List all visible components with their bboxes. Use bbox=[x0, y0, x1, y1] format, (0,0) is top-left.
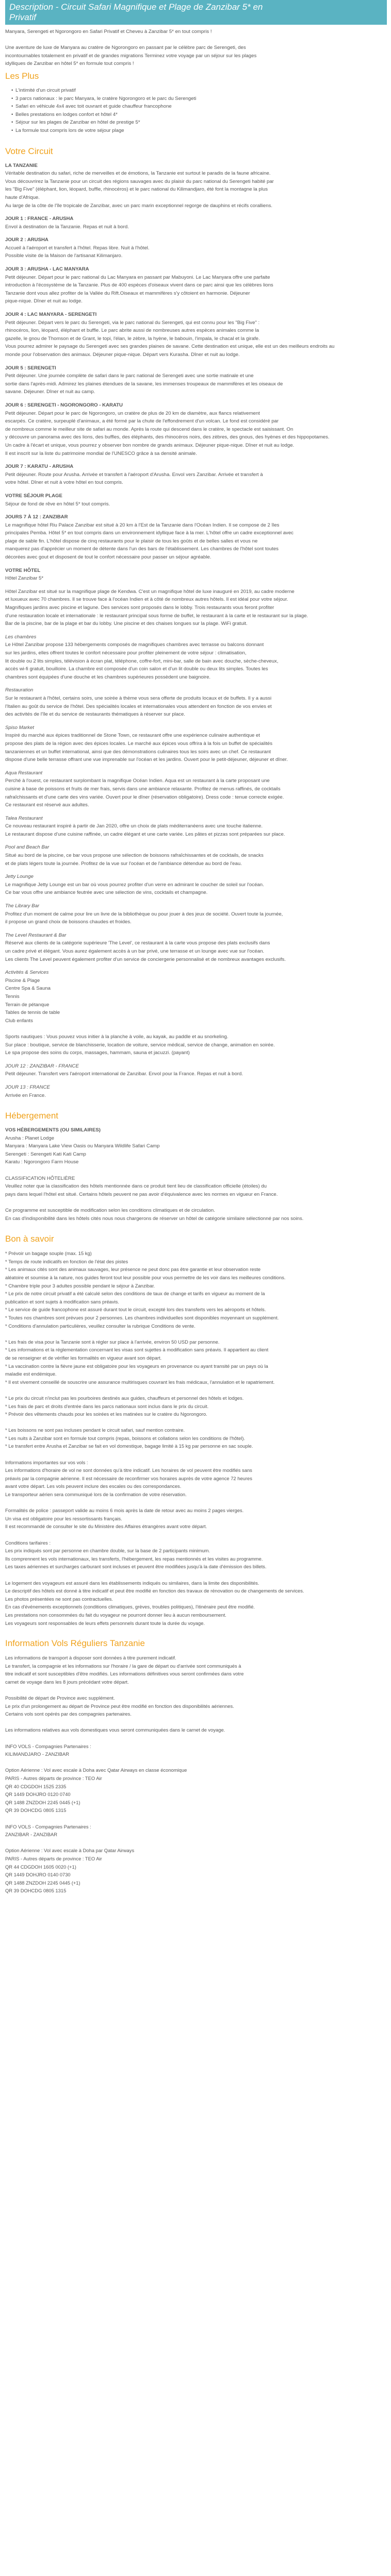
hebergement-line: Karatu : Ngorongoro Farm House bbox=[5, 1159, 79, 1165]
hebergement-subheading: VOS HÉBERGEMENTS (OU SIMILAIRES) bbox=[5, 1127, 101, 1133]
circuit-day-text: savane. Déjeuner. Dîner et nuit au camp. bbox=[5, 389, 95, 395]
circuit-day-text: sortie dans l'après-midi. Admirez les plaines étendues de la savane, les immenses troupeaux de mammifères et les oiseaux de bbox=[5, 381, 283, 387]
circuit-day-text: Hôtel Zanzibar 5* bbox=[5, 575, 44, 582]
info-vols-line: Option Aérienne : Vol avec escale à Doha avec Qatar Airways en classe économique bbox=[5, 1767, 187, 1773]
hotel-section-title: Les chambres bbox=[5, 634, 37, 640]
hotel-section-text: Arrivée en France. bbox=[5, 1092, 46, 1098]
bon-a-savoir-line bbox=[5, 1450, 387, 1459]
bon-a-savoir-line: aléatoire et soumise à la nature, nos guides feront tout leur possible pour vous permettre de les voir dans les meilleures conditions. bbox=[5, 1275, 286, 1280]
info-vols-line: QR 1449 DOHJRO 0120 0740 bbox=[5, 1791, 71, 1798]
info-vols-line: PARIS - Autres départs de province : TEO Air bbox=[5, 1855, 102, 1861]
intro bbox=[5, 28, 387, 68]
hebergement-body bbox=[5, 1134, 387, 1223]
bon-a-savoir-line bbox=[5, 1418, 387, 1427]
bon-a-savoir-line: Les voyageurs sont responsables de leurs effets personnels durant toute la durée du voyage. bbox=[5, 1620, 205, 1626]
hotel-section-text: sur les jardins, elles offrent toutes le confort nécessaire pour profiter pleinement de votre séjour : climatisation, bbox=[5, 650, 247, 656]
circuit-day-text: monde pour l'observation des animaux. Déjeuner pique-nique. Départ vers Kurasha. Dîner et nuit au lodge. bbox=[5, 352, 240, 358]
bon-a-savoir-line: En cas d'événements exceptionnels (conditions climatiques, grèves, troubles politiques), l'itinéraire peut être modifié. bbox=[5, 1604, 255, 1610]
circuit-day-block bbox=[5, 162, 387, 210]
circuit-day-text: Séjour de fond de rêve en hôtel 5* tout compris. bbox=[5, 501, 110, 507]
circuit-heading: Votre Circuit bbox=[5, 146, 53, 156]
hotel-section-text: Terrain de pétanque bbox=[5, 1002, 50, 1008]
hotel-section-text: Le restaurant dispose d'une cuisine raffinée, un cadre élégant et une carte variée. Les pâtes et pizzas sont préparées sur place. bbox=[5, 831, 285, 837]
hotel-section-text: tanzaniennes et un buffet international, ainsi que des démonstrations culinaires tous les soirs avec un chef. Ce restaurant bbox=[5, 749, 271, 755]
circuit-day-text: Au large de la côte de l'île tropicale de Zanzibar, avec un parc marin exceptionnel regorge de dauphins et récifs coralliens. bbox=[5, 202, 273, 209]
bon-a-savoir-line: * Prévoir des vêtements chauds pour les soirées et les matinées sur le cratère du Ngorongoro. bbox=[5, 1411, 207, 1417]
bon-a-savoir-line: * Chambre triple pour 3 adultes possible pendant le séjour à Zanzibar. bbox=[5, 1282, 155, 1289]
circuit-day-text: haute d'Afrique. bbox=[5, 194, 40, 200]
hotel-section-text: Sports nautiques : Vous pouvez vous initier à la planche à voile, au kayak, au paddle et au snorkeling. bbox=[5, 1033, 229, 1040]
hotel-section-title: The Library Bar bbox=[5, 903, 40, 909]
circuit-day-block bbox=[5, 311, 387, 359]
hotel-section bbox=[5, 873, 387, 897]
bon-a-savoir-line: Informations importantes sur vos vols : bbox=[5, 1459, 88, 1465]
circuit-day-block bbox=[5, 513, 387, 562]
bon-a-savoir-line: * Le service de guide francophone est assuré durant tout le circuit, excepté lors des transferts vers les aéroports et hôtels. bbox=[5, 1307, 266, 1313]
info-vols-line: PARIS - Autres départs de province : TEO Air bbox=[5, 1775, 102, 1782]
info-vols-line: Option Aérienne : Vol avec escale à Doha par Qatar Airways bbox=[5, 1848, 135, 1854]
info-vols-body bbox=[5, 1654, 387, 1895]
hotel-section-text: Le magnifique Jetty Lounge est un bar où vous pourrez profiter d'un verre en admirant le coucher de soleil sur l'océan. bbox=[5, 882, 264, 888]
circuit-day-text: plage de sable fin. L'hôtel dispose de cinq restaurants pour le plaisir de tous les goûts et de belles salles et vous ne bbox=[5, 538, 258, 544]
circuit-day-text: Envol à destination de la Tanzanie. Repas et nuit à bord. bbox=[5, 224, 129, 230]
hotel-section-text: Tennis bbox=[5, 993, 20, 999]
bon-a-savoir-line: Formalités de police : passeport valide au moins 6 mois après la date de retour avec au moins 2 pages vierges. bbox=[5, 1507, 244, 1514]
circuit-day-text: les "Big Five" (éléphant, lion, léopard, buffle, rhinocéros) et le parc national du Kilimandjaro, été font la montagne la plus bbox=[5, 187, 268, 193]
info-vols-line: QR 1488 ZNZDOH 2245 0445 (+1) bbox=[5, 1879, 80, 1886]
hotel-section-text: Petit déjeuner. Transfert vers l'aéroport international de Zanzibar. Envol pour la France. Repas et nuit à bord. bbox=[5, 1071, 243, 1077]
hotel-section-title: JOUR 12 : ZANZIBAR - FRANCE bbox=[5, 1063, 79, 1069]
circuit-day-text: pique-nique. Dîner et nuit au lodge. bbox=[5, 298, 83, 304]
hebergement-line: Ce programme est susceptible de modification selon les conditions climatiques et de circulation. bbox=[5, 1208, 215, 1214]
hotel-section-text: propose des plats de la région avec des épices locales. Le marché aux épices vous offrira à la fois un buffet de spécialités bbox=[5, 740, 273, 747]
circuit-day-title: JOURS 7 À 12 : ZANZIBAR bbox=[5, 514, 68, 520]
intro-line: Une aventure de luxe de Manyara au cratère de Ngorongoro en passant par le célèbre parc de Serengeti, des bbox=[5, 45, 246, 51]
info-vols-line bbox=[5, 1758, 387, 1767]
hebergement-line: CLASSIFICATION HÔTELIÈRE bbox=[5, 1175, 75, 1181]
hotel-section bbox=[5, 769, 387, 809]
hotel-section-text: Les clients The Level peuvent également profiter d'un service de conciergerie personnalisé et de nombreux avantages exclusifs. bbox=[5, 956, 286, 962]
bon-a-savoir-line: Les taxes aériennes et surcharges carburant sont incluses et peuvent être modifiées jusqu'à la date d'émission des billets. bbox=[5, 1564, 267, 1570]
hotel-sections bbox=[5, 633, 387, 1099]
hotel-section bbox=[5, 1083, 387, 1099]
circuit-day-title: VOTRE SÉJOUR PLAGE bbox=[5, 493, 62, 499]
hotel-section-text: Situé au bord de la piscine, ce bar vous propose une sélection de boissons rafraîchissantes et de cocktails, de snacks bbox=[5, 853, 264, 859]
bon-a-savoir-line: * Conditions d'annulation particulières, veuillez consulter la rubrique Conditions de vente. bbox=[5, 1323, 196, 1329]
circuit-day-title: JOUR 4 : LAC MANYARA - SERENGETI bbox=[5, 312, 97, 318]
info-vols-line: QR 39 DOHCDG 0805 1315 bbox=[5, 1888, 67, 1894]
info-vols-line: Certains vols sont opérés par des compagnies partenaires. bbox=[5, 1711, 132, 1717]
bon-a-savoir-line bbox=[5, 1571, 387, 1579]
hotel-section-text: l'Italien au goût du service de l'hôtel. Des spécialités locales et internationales vous attendent en fonction de vos envies et bbox=[5, 703, 272, 709]
bon-a-savoir-line: * Les boissons ne sont pas incluses pendant le circuit safari, sauf mention contraire. bbox=[5, 1427, 185, 1433]
bon-a-savoir-line: Les informations d'horaire de vol ne sont données qu'à titre indicatif. Les horaires de vol peuvent être modifiés sans bbox=[5, 1467, 252, 1473]
bon-a-savoir-line: * Le prix du circuit n'inclut pas les pourboires destinés aux guides, chauffeurs et personnel des hôtels et lodges. bbox=[5, 1395, 244, 1401]
info-vols-line: carnet de voyage dans les 8 jours précédant votre départ. bbox=[5, 1679, 129, 1685]
info-vols-line: QR 44 CDGDOH 1605 0020 (+1) bbox=[5, 1863, 76, 1870]
bon-a-savoir-line: Le logement des voyageurs est assuré dans les établissements indiqués ou similaires, dans la limite des disponibilités. bbox=[5, 1580, 259, 1586]
hotel-description-line: Bar de la piscine, bar de la plage et bar du lobby. Une piscine et des chaises longues sur la plage. WiFi gratuit. bbox=[5, 621, 248, 627]
bon-a-savoir-line: Il est recommandé de consulter le site du Ministère des Affaires étrangères avant votre départ. bbox=[5, 1523, 207, 1530]
info-vols-line bbox=[5, 1734, 387, 1742]
hotel-section bbox=[5, 902, 387, 926]
hebergement-line: Arusha : Planet Lodge bbox=[5, 1135, 54, 1141]
hotel-section-text: Ce restaurant est réservé aux adultes. bbox=[5, 802, 89, 808]
circuit-day-title: JOUR 7 : KARATU - ARUSHA bbox=[5, 464, 74, 470]
hotel-section-title: Spiso Market bbox=[5, 724, 34, 731]
bon-a-savoir-line: Le descriptif des hôtels est donné à titre indicatif et peut être modifié en fonction des travaux de rénovation ou de changements de services. bbox=[5, 1588, 304, 1594]
les-plus-item: • Safari en véhicule 4x4 avec toit ouvrant et guide chauffeur francophone bbox=[11, 103, 387, 111]
hebergement-heading: Hébergement bbox=[5, 1111, 59, 1121]
hotel-section-title: Pool and Beach Bar bbox=[5, 844, 50, 851]
hebergement-line: En cas d'indisponibilité dans les hôtels cités nous nous chargerons de réserver un hôtel de catégorie similaire sélectionné par nos soins. bbox=[5, 1215, 304, 1222]
hotel-section-text: Tables de tennis de table bbox=[5, 1010, 60, 1016]
bon-a-savoir-line: Un visa est obligatoire pour les ressortissants français. bbox=[5, 1515, 122, 1521]
circuit-day-text: Véritable destination du safari, riche de merveilles et de émotions, la Tanzanie est surtout le paradis de la faune africaine. bbox=[5, 171, 271, 177]
hotel-section-text: cuisine à base de poissons et fruits de mer frais, servis dans une ambiance relaxante. Profitez de menus raffinés, de cocktails bbox=[5, 786, 281, 792]
info-vols-line: Possibilité de départ de Province avec supplément. bbox=[5, 1695, 115, 1701]
hebergement-line: Serengeti : Serengeti Kati Kati Camp bbox=[5, 1151, 86, 1157]
circuit-day-text: Tanzanie dont vous allez profiter de la Vallée du Rift.Oiseaux et mammifères s'y côtoient en harmonie. Déjeuner bbox=[5, 290, 250, 296]
page-title-line-1: Description - Circuit Safari Magnifique et Plage de Zanzibar 5* en bbox=[9, 2, 263, 12]
circuit-days bbox=[5, 162, 387, 583]
circuit-day-text: introduction à l'écosystème de la Tanzanie. Plus de 400 espèces d'oiseaux vivent dans ce parc ainsi que les célèbres lions bbox=[5, 282, 273, 289]
info-vols-line: QR 1449 DOHJRO 0140 0730 bbox=[5, 1872, 71, 1878]
info-vols-line: KILIMANDJARO - ZANZIBAR bbox=[5, 1751, 69, 1757]
les-plus-item: • 3 parcs nationaux : le parc Manyara, le cratère Ngorongoro et le parc du Serengeti bbox=[11, 95, 387, 103]
bon-a-savoir-line bbox=[5, 1499, 387, 1507]
hotel-section bbox=[5, 931, 387, 963]
hotel-description-line: et luxueux avec 70 chambres. Il se trouve face à l'océan Indien et à côté de nombreux autres hôtels. Il est idéal pour votre séjour. bbox=[5, 597, 288, 603]
bon-a-savoir-line: Conditions tarifaires : bbox=[5, 1539, 51, 1546]
bon-a-savoir-line: * Les informations et la réglementation concernant les visas sont sujettes à modification sans préavis. Il appartient au client bbox=[5, 1347, 269, 1353]
bon-a-savoir-body bbox=[5, 1249, 387, 1627]
info-vols-heading: Information Vols Réguliers Tanzanie bbox=[5, 1638, 145, 1649]
circuit-day-text: Il est inscrit sur la liste du patrimoine mondial de l'UNESCO grâce à sa densité animale. bbox=[5, 450, 197, 456]
hotel-section-title: The Level Restaurant & Bar bbox=[5, 932, 67, 938]
bon-a-savoir-line: de se renseigner et de vérifier les formalités en vigueur avant son départ. bbox=[5, 1354, 162, 1361]
circuit-day-block bbox=[5, 567, 387, 583]
circuit-day-text: escarpés. Ce cratère, surpeuplé d'animaux, a été formé par la chute de l'effondrement d'un volcan. Le fond est considéré par bbox=[5, 418, 279, 425]
hotel-section bbox=[5, 686, 387, 718]
hotel-section-text: Perché à l'ouest, ce restaurant surplombant la magnifique Océan Indien. Aqua est un restaurant à la carte proposant une bbox=[5, 778, 270, 784]
hotel-section-title: Restauration bbox=[5, 687, 34, 693]
hotel-section-text: il propose un grand choix de boissons chaudes et froides. bbox=[5, 919, 132, 925]
hotel-section-text: Club enfants bbox=[5, 1018, 33, 1024]
info-vols-line bbox=[5, 1839, 387, 1847]
hotel-section-title: Activités & Services bbox=[5, 970, 49, 976]
hotel-section bbox=[5, 815, 387, 839]
circuit-day-text: Accueil à l'aéroport et transfert à l'hôtel. Repas libre. Nuit à l'hôtel. bbox=[5, 245, 150, 251]
hotel-section-text: Profitez d'un moment de calme pour lire un livre de la bibliothèque ou pour jouer à des jeux de société. Ouvert toute la journée, bbox=[5, 911, 283, 917]
bon-a-savoir-heading: Bon à savoir bbox=[5, 1234, 54, 1244]
circuit-day-text: Le magnifique hôtel Riu Palace Zanzibar est situé à 20 km à l'Est de la Tanzanie dans l'Océan Indien. Il se compose de 2 îles bbox=[5, 522, 280, 528]
bon-a-savoir-line: * Temps de route indicatifs en fonction de l'état des pistes bbox=[5, 1258, 128, 1264]
bon-a-savoir-line: * La vaccination contre la fièvre jaune est obligatoire pour les voyageurs en provenance ou ayant transité par un pays où la bbox=[5, 1363, 268, 1369]
hotel-section-text: Réservé aux clients de la catégorie supérieure 'The Level', ce restaurant à la carte vous propose des plats exclusifs dans bbox=[5, 940, 270, 946]
hebergement-line: Manyara : Manyara Lake View Oasis ou Manyara Wildlife Safari Camp bbox=[5, 1143, 160, 1149]
circuit-day-text: votre hôtel. Dîner et nuit à votre hôtel en tout compris. bbox=[5, 480, 123, 486]
page-title-bar bbox=[5, 0, 387, 25]
bon-a-savoir-line: publication et sont sujets à modification sans préavis. bbox=[5, 1298, 119, 1304]
circuit-day-text: Vous découvrirez la Tanzanie pour un circuit des régions sauvages avec du plaisir du parc national du Serengeti habité par bbox=[5, 178, 274, 184]
hotel-section bbox=[5, 633, 387, 682]
circuit-day-text: principales Pemba. Hôtel 5* en tout compris dans un environnement idyllique face à la mer. L'hôtel offre un cadre exceptionnel avec bbox=[5, 530, 294, 536]
bon-a-savoir-line: * Les frais de parc et droits d'entrée dans les parcs nationaux sont inclus dans le prix du circuit. bbox=[5, 1403, 209, 1409]
circuit-day-title: JOUR 5 : SERENGETI bbox=[5, 365, 56, 371]
hotel-section-text bbox=[5, 1025, 387, 1033]
circuit-day-block bbox=[5, 215, 387, 231]
bon-a-savoir-line: Les prix indiqués sont par personne en chambre double, sur la base de 2 participants minimum. bbox=[5, 1548, 210, 1554]
hotel-section bbox=[5, 1062, 387, 1078]
bon-a-savoir-line: * Le transfert entre Arusha et Zanzibar se fait en vol domestique, bagage limité à 15 kg par personne en sac souple. bbox=[5, 1443, 253, 1449]
circuit-day-text: Petit déjeuner. Route pour Arusha. Arrivée et transfert à l'aéroport d'Arusha. Envol vers Zanzibar. Arrivée et transfert à bbox=[5, 471, 263, 478]
info-vols-line: ZANZIBAR - ZANZIBAR bbox=[5, 1832, 58, 1838]
bon-a-savoir-line: * Les frais de visa pour la Tanzanie sont à régler sur place à l'arrivée, environ 50 USD par personne. bbox=[5, 1338, 220, 1345]
hotel-section-title: Jetty Lounge bbox=[5, 874, 34, 880]
bon-a-savoir-line: préavis par la compagnie aérienne. Il est nécessaire de reconfirmer vos horaires auprès de votre agence 72 heures bbox=[5, 1475, 252, 1481]
info-vols-line: INFO VOLS - Compagnies Partenaires : bbox=[5, 1823, 91, 1829]
bon-a-savoir-line: * Le prix de notre circuit privatif a été calculé selon des conditions de taux de change et tarifs en vigueur au moment de la bbox=[5, 1291, 265, 1297]
circuit-day-title: JOUR 6 : SERENGETI - NGORONGORO - KARATU bbox=[5, 402, 123, 408]
circuit-day-text: manquerez pas d'apprécier un moment de détente dans l'un des bars de l'établissement. Les chambres de l'hôtel sont toutes bbox=[5, 546, 279, 552]
bon-a-savoir-line bbox=[5, 1386, 387, 1394]
hotel-description-line: Hôtel Zanzibar est situé sur la magnifique plage de Kendwa. C'est un magnifique hôtel de luxe inauguré en 2019, au cadre moderne bbox=[5, 588, 295, 595]
circuit-day-block bbox=[5, 364, 387, 396]
hebergement-line: Veuillez noter que la classification des hôtels mentionnée dans ce produit tient lieu de classification officielle (étoiles) du bbox=[5, 1183, 267, 1190]
hebergement-line bbox=[5, 1198, 387, 1207]
circuit-day-text: Petit déjeuner. Une journée complète de safari dans le parc national de Serengeti avec une sortie matinale et une bbox=[5, 373, 254, 379]
bon-a-savoir-line: avant votre départ. Les vols peuvent inclure des escales ou des correspondances. bbox=[5, 1483, 182, 1489]
info-vols-line: INFO VOLS - Compagnies Partenaires : bbox=[5, 1743, 91, 1749]
hotel-description-line: d'une restauration locale et internationale : le restaurant principal sous forme de buffet, le restaurant à la carte et le restaurant sur la plage. bbox=[5, 613, 308, 619]
les-plus-heading: Les Plus bbox=[5, 71, 39, 81]
bon-a-savoir-line: * Il est vivement conseillé de souscrire une assurance multirisques couvrant les frais médicaux, l'annulation et le rapatriement. bbox=[5, 1379, 275, 1385]
les-plus-item: • Séjour sur les plages de Zanzibar en hôtel de prestige 5* bbox=[11, 118, 387, 127]
bon-a-savoir-line: * Prévoir un bagage souple (max. 15 kg) bbox=[5, 1250, 92, 1257]
hotel-section bbox=[5, 969, 387, 1057]
hotel-section-text: Le spa propose des soins du corps, massages, hammam, sauna et jacuzzi. (payant) bbox=[5, 1050, 190, 1056]
circuit-day-text: Un cadre à l'écart et unique, vous pourrez y observer bon nombre de grands animaux. Déjeuner pique-nique. Dîner et nuit au lodge. bbox=[5, 442, 295, 448]
info-vols-line: Les informations de transport à disposer sont données à titre purement indicatif. bbox=[5, 1655, 176, 1661]
info-vols-line: Le transfert, la compagnie et les informations sur l'horaire / la gare de départ ou d'arrivée sont communiqués à bbox=[5, 1663, 241, 1669]
bon-a-savoir-line: * Les animaux cités sont des animaux sauvages, leur présence ne peut donc pas être garantie et leur observation reste bbox=[5, 1266, 261, 1273]
bon-a-savoir-line bbox=[5, 1531, 387, 1539]
hotel-section-text: Ce bar vous offre une ambiance feutrée avec une sélection de vins, cocktails et champagne. bbox=[5, 890, 208, 896]
circuit-day-text: Petit déjeuner. Départ vers le parc du Serengeti, via le parc national du Serengeti, qui est connu pour les "Big Five" : bbox=[5, 319, 260, 326]
circuit-day-text: de nombreux comme le meilleur site de safari au monde. Après la route qui descend dans le cratère, le spectacle est saisissant. On bbox=[5, 426, 294, 432]
circuit-day-title: VOTRE HÔTEL bbox=[5, 567, 41, 573]
circuit-day-text: décorées avec gout et disposent de tout le confort nécessaire pour passer un séjour agréable. bbox=[5, 554, 211, 561]
hotel-section-title: JOUR 13 : FRANCE bbox=[5, 1084, 50, 1090]
hotel-section-text: Ce nouveau restaurant inspiré à partir de Jan 2020, offre un choix de plats méditerranéens avec une touche italienne. bbox=[5, 823, 263, 829]
info-vols-line: QR 1488 ZNZDOH 2245 0445 (+1) bbox=[5, 1799, 80, 1805]
hotel-section-text: rafraîchissants et d'une carte des vins variée. Ouvert pour le dîner (réservation obligatoire). Dress code : tenue correcte exigée. bbox=[5, 794, 284, 800]
hotel-section-text: Le Hôtel Zanzibar propose 133 hébergements composés de magnifiques chambres avec terrasse ou balcons donnant bbox=[5, 642, 264, 648]
hotel-section-text: accès wi-fi gratuit, bouilloire. La chambre est composée d'un coin salon et d'un lit double ou deux lits simples. Toutes les bbox=[5, 666, 268, 672]
circuit-day-text: rhinocéros, lion, léopard, éléphant et buffle. Le parc abrite aussi de nombreuses autres espèces animales comme la bbox=[5, 328, 259, 334]
hotel-section-text: lit double ou 2 lits simples, télévision à écran plat, téléphone, coffre-fort, mini-bar, salle de bain avec douche, sèche-cheveux, bbox=[5, 658, 279, 664]
bon-a-savoir-line: maladie est endémique. bbox=[5, 1371, 57, 1377]
les-plus-item: • La formule tout compris lors de votre séjour plage bbox=[11, 127, 387, 135]
circuit-day-title: JOUR 1 : FRANCE - ARUSHA bbox=[5, 216, 74, 222]
circuit-day-title: LA TANZANIE bbox=[5, 162, 38, 168]
bon-a-savoir-line: * Les nuits à Zanzibar sont en formule tout compris (repas, boissons et collations selon les conditions de l'hôtel). bbox=[5, 1435, 246, 1441]
circuit-day-block bbox=[5, 401, 387, 457]
circuit-day-text: y découvre un panorama avec des lions, des buffles, des éléphants, des rhinocéros noirs, des zèbres, des gnous, des hyènes et des hippopotames. bbox=[5, 434, 330, 440]
hebergement-line bbox=[5, 1166, 387, 1175]
circuit-day-block bbox=[5, 236, 387, 260]
hotel-section-text: Centre Spa & Sauna bbox=[5, 986, 51, 992]
page-title-line-2: Privatif bbox=[9, 12, 36, 22]
circuit-day-text: Possible visite de la Maison de l'artisanat Kilimanjaro. bbox=[5, 253, 123, 259]
info-vols-line: titre indicatif et sont susceptibles d'être modifiés. Les informations définitives vous seront confirmées dans votre bbox=[5, 1671, 244, 1677]
hotel-section-title: Talea Restaurant bbox=[5, 815, 43, 821]
circuit-day-block bbox=[5, 492, 387, 508]
hotel-section-text: un cadre privé et élégant. Vous aurez également accès à un bar privé, une terrasse et un lounge avec vue sur l'océan. bbox=[5, 948, 265, 954]
hotel-section-text: Piscine & Plage bbox=[5, 977, 40, 984]
circuit-day-title: JOUR 3 : ARUSHA - LAC MANYARA bbox=[5, 266, 89, 273]
hotel-section bbox=[5, 843, 387, 868]
circuit-day-text: Petit déjeuner. Départ pour le parc national du Lac Manyara en passant par Mabuyoni. Le Lac Manyara offre une parfaite bbox=[5, 274, 270, 280]
info-vols-line: Le prix d'un prolongement au départ de Province peut être modifié en fonction des disponibilités aériennes. bbox=[5, 1703, 234, 1709]
bon-a-savoir-line: Le transporteur aérien sera communiqué lors de la confirmation de votre réservation. bbox=[5, 1492, 187, 1498]
hebergement-line: pays dans lequel l'hôtel est situé. Certains hôtels peuvent ne pas avoir d'équivalence avec les normes en vigueur en France. bbox=[5, 1191, 278, 1197]
hotel-description-line: Magnifiques jardins avec piscine et lagune. Des services sont proposés dans le lobby. Trois restaurants vous feront profiter bbox=[5, 605, 274, 611]
intro-line bbox=[5, 36, 387, 44]
circuit-day-block bbox=[5, 463, 387, 487]
info-vols-line bbox=[5, 1686, 387, 1694]
hotel-section-title: Aqua Restaurant bbox=[5, 770, 42, 776]
circuit-day-text: Vous pourrez admirer le paysage du Serengeti avec ses grandes plaines de savane. Cette destination est unique, elle est un des meilleurs endroits au bbox=[5, 344, 335, 350]
intro-line: Manyara, Serengeti et Ngorongoro en Safari Privatif et Cheveu à Zanzibar 5* en tout compris ! bbox=[5, 29, 212, 35]
hotel-section-text: et de plats légers toute la journée. Profitez de la vue sur l'océan et de l'ambiance détendue au bord de l'eau. bbox=[5, 860, 242, 867]
hotel-section-text: Sur le restaurant à l'hôtel, certains soirs, une soirée à thème vous sera offerte de produits locaux et de buffets. Il y a aussi bbox=[5, 695, 272, 701]
hotel-section-text: des activités de l'île et du service de restaurants thématiques à réserver sur place. bbox=[5, 711, 185, 718]
hotel-section-text: dispose d'une belle terrasse offrant une vue imprenable sur l'océan et les jardins. Ouvert pour le petit-déjeuner, déjeuner et dîner. bbox=[5, 757, 288, 763]
intro-line: idylliques de Zanzibar en hôtel 5* en formule tout compris ! bbox=[5, 61, 134, 67]
les-plus-item: • L'intimité d'un circuit privatif bbox=[11, 87, 387, 95]
circuit-day-title: JOUR 2 : ARUSHA bbox=[5, 237, 48, 243]
circuit-day-text: Petit déjeuner. Départ pour le parc de Ngorongoro, un cratère de plus de 20 km de diamètre, aux flancs relativement bbox=[5, 410, 260, 416]
bon-a-savoir-line: Les prestations non consommées du fait du voyageur ne pourront donner lieu à aucun remboursement. bbox=[5, 1612, 226, 1618]
les-plus-list bbox=[5, 87, 387, 135]
circuit-day-block bbox=[5, 265, 387, 306]
hotel-section bbox=[5, 724, 387, 764]
hotel-section-text: Inspiré du marché aux épices traditionnel de Stone Town, ce restaurant offre une expérience culinaire authentique et bbox=[5, 733, 260, 739]
intro-line: incontournables totalement en privatif et de grandes migrations Terminez votre voyage par un séjour sur les plages bbox=[5, 53, 257, 59]
info-vols-line: Les informations relatives aux vols domestiques vous seront communiquées dans le carnet de voyage. bbox=[5, 1727, 225, 1733]
bon-a-savoir-line: * Toutes nos chambres sont prévues pour 2 personnes. Les chambres individuelles sont disponibles moyennant un supplément. bbox=[5, 1314, 279, 1320]
hotel-description bbox=[5, 588, 387, 628]
hotel-section-text: chambres sont équipées d'une douche et les chambres supérieures possèdent une baignoire. bbox=[5, 674, 211, 680]
info-vols-line bbox=[5, 1718, 387, 1726]
circuit-day-text: gazelle, le gnou de Thomson et de Grant, le topi, l'élan, le zèbre, la hyène, le babouin, l'impala, le chacal et la girafe. bbox=[5, 335, 260, 342]
info-vols-line bbox=[5, 1815, 387, 1823]
hotel-section-text: Sur place : boutique, service de blanchisserie, location de voiture, service médical, service de change, animation en soirée. bbox=[5, 1042, 275, 1048]
bon-a-savoir-line: Ils comprennent les vols internationaux, les transferts, l'hébergement, les repas mentionnés et les visites au programme. bbox=[5, 1555, 263, 1562]
bon-a-savoir-line: Les photos présentées ne sont pas contractuelles. bbox=[5, 1596, 113, 1602]
info-vols-line: QR 39 DOHCDG 0805 1315 bbox=[5, 1807, 67, 1814]
les-plus-item: • Belles prestations en lodges confort et hôtel 4* bbox=[11, 111, 387, 119]
bon-a-savoir-line bbox=[5, 1330, 387, 1338]
info-vols-line: QR 40 CDGDOH 1525 2335 bbox=[5, 1783, 67, 1789]
